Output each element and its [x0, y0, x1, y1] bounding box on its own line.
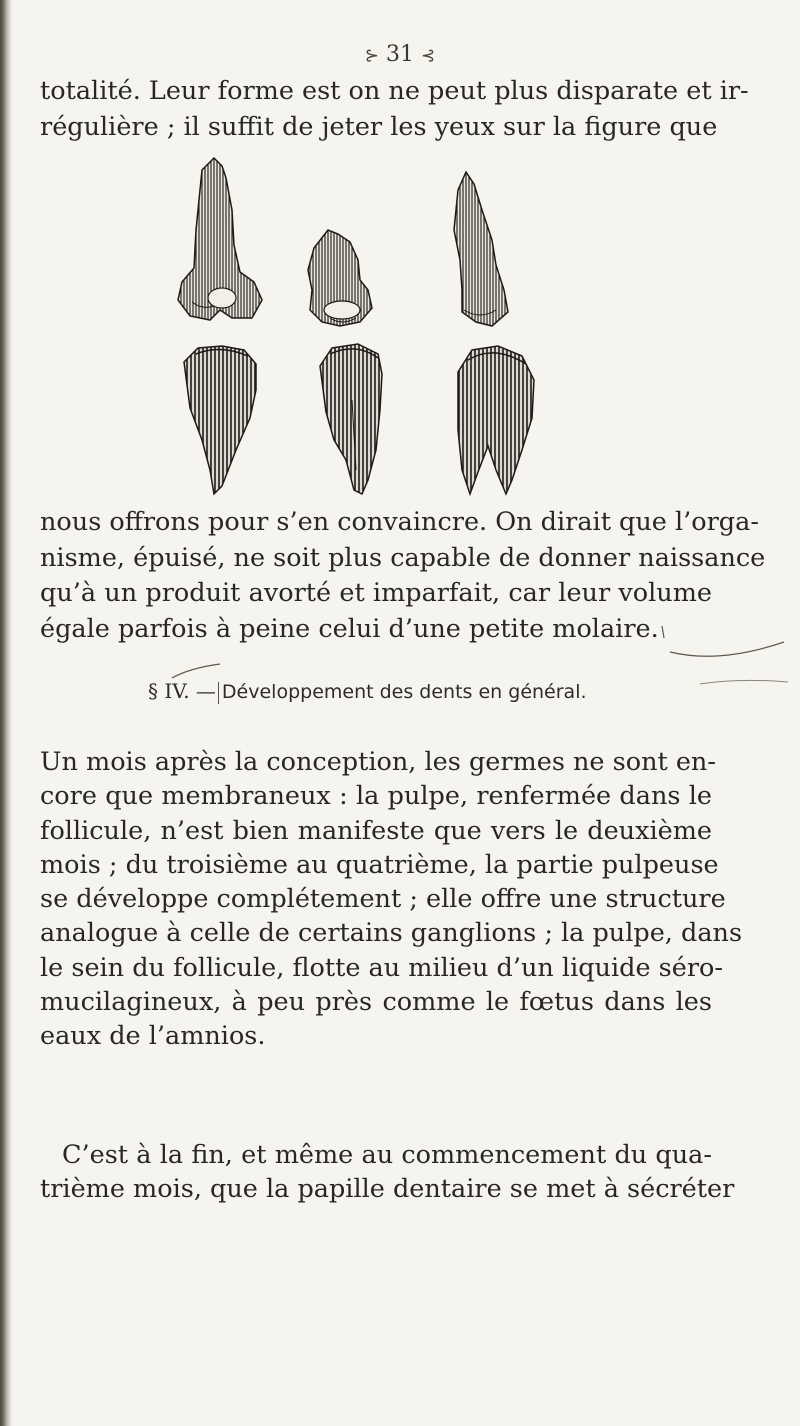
- text-line: nisme, épuisé, ne soit plus capable de donner naissance: [40, 542, 766, 573]
- ornament-right: ⊰: [421, 46, 436, 66]
- page-binding-edge: [0, 0, 12, 1426]
- pencil-bar: [218, 682, 219, 704]
- text-line: Un mois après la conception, les germes ne sont en-: [40, 747, 716, 777]
- ornament-left: ⊱: [364, 46, 379, 66]
- page-header: [0, 42, 800, 67]
- text-line: nous offrons pour s’en convaincre. On dirait que l’orga-: [40, 507, 759, 537]
- text-line: totalité. Leur forme est on ne peut plus disparate et ir-: [40, 76, 749, 106]
- text-line: égale parfois à peine celui d’une petite molaire.: [40, 613, 659, 644]
- text-line: core que membraneux : la pulpe, renfermée dans le: [40, 781, 712, 812]
- text-line: follicule, n’est bien manifeste que vers le deuxième: [40, 815, 712, 846]
- text-line: eaux de l’amnios.: [40, 1021, 266, 1052]
- paragraph-final: [40, 1138, 735, 1207]
- text-line: régulière ; il suffit de jeter les yeux sur la figure que: [40, 111, 718, 142]
- text-line: trième mois, que la papille dentaire se met à sécréter: [40, 1174, 735, 1205]
- tooth-bottom-right: [458, 346, 534, 494]
- text-line: C’est à la fin, et même au commencement du qua-: [62, 1140, 712, 1170]
- tooth-bottom-left: [184, 346, 256, 494]
- page-number: 31: [386, 42, 414, 67]
- paragraph-development: [40, 745, 743, 1054]
- section-heading: [148, 679, 587, 704]
- paragraph-after-figure: [40, 505, 766, 647]
- section-number: § IV. —: [148, 679, 216, 703]
- pencil-mark-bracket: [660, 622, 790, 692]
- text-line: le sein du follicule, flotte au milieu d’un liquide séro-: [40, 952, 723, 983]
- text-line: mois ; du troisième au quatrième, la partie pulpeuse: [40, 849, 719, 880]
- text-line: mucilagineux, à peu près comme le fœtus dans les: [40, 987, 712, 1018]
- paragraph-top: [40, 74, 749, 145]
- text-line: analogue à celle de certains ganglions ; la pulpe, dans: [40, 918, 743, 949]
- tooth-top-right: [454, 172, 508, 326]
- tooth-top-middle: [308, 230, 372, 326]
- text-line: se développe complétement ; elle offre une structure: [40, 884, 726, 915]
- tooth-top-left: [178, 158, 262, 320]
- tooth-bottom-middle: [320, 344, 382, 494]
- section-title: Développement des dents en général.: [221, 681, 587, 703]
- text-line: qu’à un produit avorté et imparfait, car leur volume: [40, 578, 712, 608]
- teeth-figure: [162, 150, 562, 500]
